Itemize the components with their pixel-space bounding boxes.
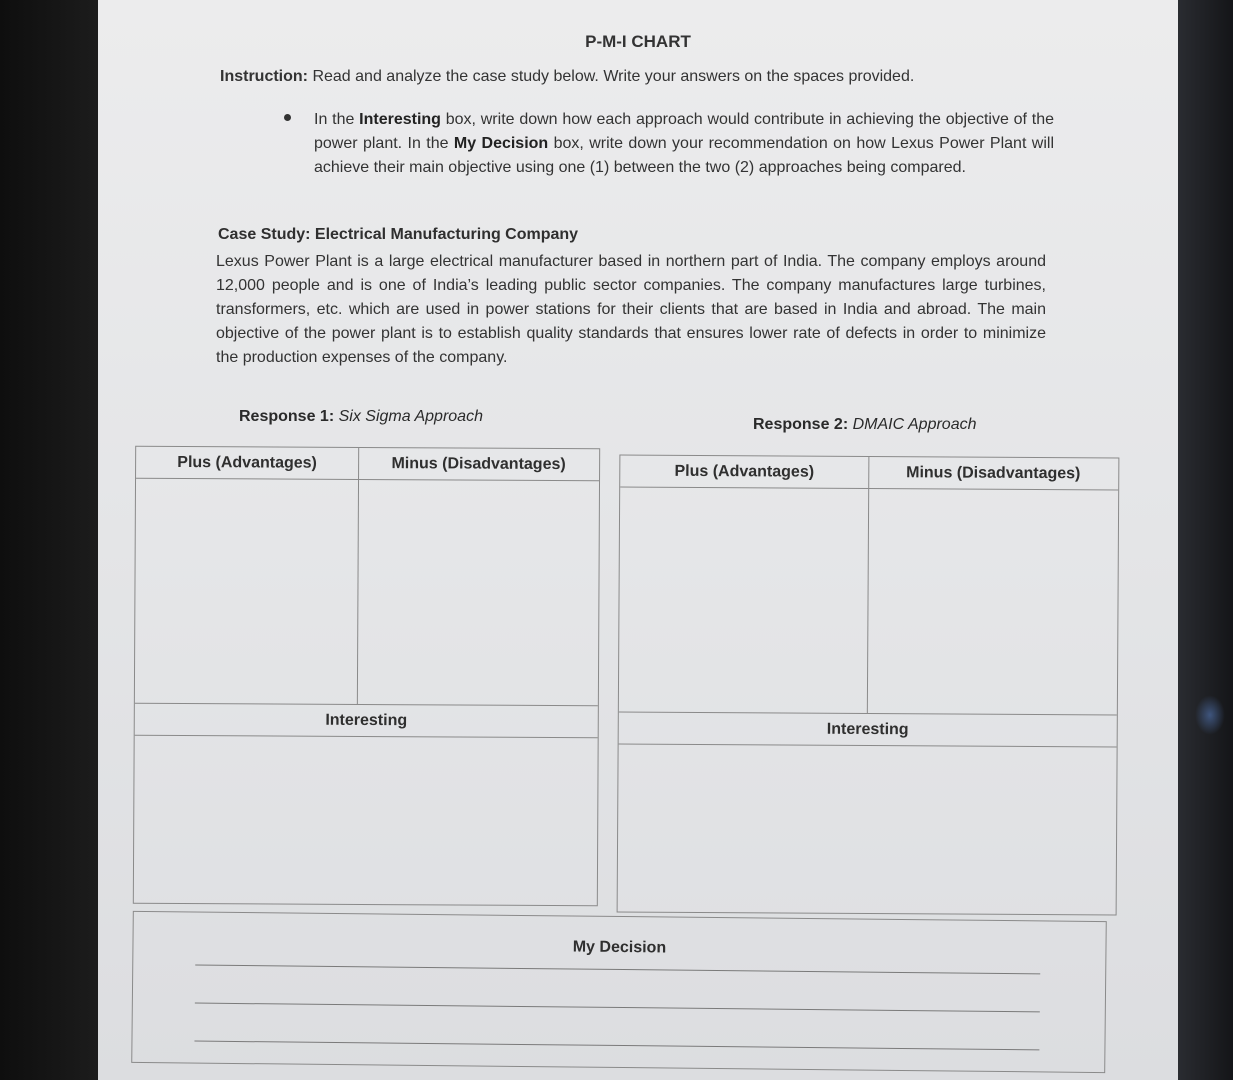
answer-line[interactable]: [194, 1041, 1039, 1051]
plus-answer-area[interactable]: [619, 487, 868, 713]
light-glare: [1195, 695, 1225, 735]
minus-header: Minus (Disadvantages): [358, 448, 599, 481]
interesting-answer-area[interactable]: [134, 736, 598, 905]
pmi-table-response-1: [133, 446, 600, 906]
interesting-keyword: Interesting: [359, 111, 441, 128]
response-2-label: Response 2: DMAIC Approach: [753, 416, 977, 433]
plus-header: Plus (Advantages): [620, 455, 868, 489]
response-1-approach: Six Sigma Approach: [338, 408, 483, 425]
screen-bezel-right: [1178, 0, 1233, 1080]
worksheet-page: [98, 0, 1178, 1080]
my-decision-box: [131, 911, 1107, 1073]
minus-header: Minus (Disadvantages): [868, 457, 1118, 491]
instruction-line: [220, 68, 914, 86]
answer-line[interactable]: [195, 965, 1040, 975]
answer-line[interactable]: [195, 1003, 1040, 1013]
interesting-header: Interesting: [826, 720, 909, 739]
plus-header: Plus (Advantages): [136, 447, 358, 480]
interesting-header: Interesting: [325, 711, 408, 730]
case-study-title: Case Study: Electrical Manufacturing Company: [218, 226, 579, 243]
screen-bezel-left: [0, 0, 98, 1080]
my-decision-label: My Decision: [572, 938, 667, 957]
plus-answer-area[interactable]: [135, 479, 358, 704]
interesting-answer-area[interactable]: [618, 744, 1117, 914]
my-decision-keyword: My Decision: [453, 135, 549, 152]
bullet-icon: [284, 114, 291, 121]
page-title: P-M-I CHART: [585, 32, 691, 51]
response-1-label: Response 1: Six Sigma Approach: [239, 408, 483, 425]
instruction-label: Instruction:: [220, 68, 308, 85]
response-2-approach: DMAIC Approach: [852, 416, 977, 433]
minus-answer-area[interactable]: [358, 480, 599, 705]
bullet-text: In the Interesting box, write down how each approach would contribute in achieving the objective of the power plant. In the My Decision box, write down your recommendation on how Lexus Power Plant will achieve their main objective using one (1) between the two (2) approaches being compared.: [314, 111, 1055, 176]
minus-answer-area[interactable]: [868, 489, 1118, 715]
pmi-table-response-2: [617, 454, 1120, 915]
case-study-body: Lexus Power Plant is a large electrical manufacturer based in northern part of India. The company employs around 12,000 people and is one of India’s leading public sector companies. The company manufactures large turbines, transformers, etc. which are used in power stations for their clients that are based in India and abroad. The main objective of the power plant is to establish quality standards that ensures lower rate of defects in order to minimize the production expenses of the company.: [216, 253, 1046, 366]
instruction-text: Read and analyze the case study below. Write your answers on the spaces provided.: [312, 68, 915, 85]
